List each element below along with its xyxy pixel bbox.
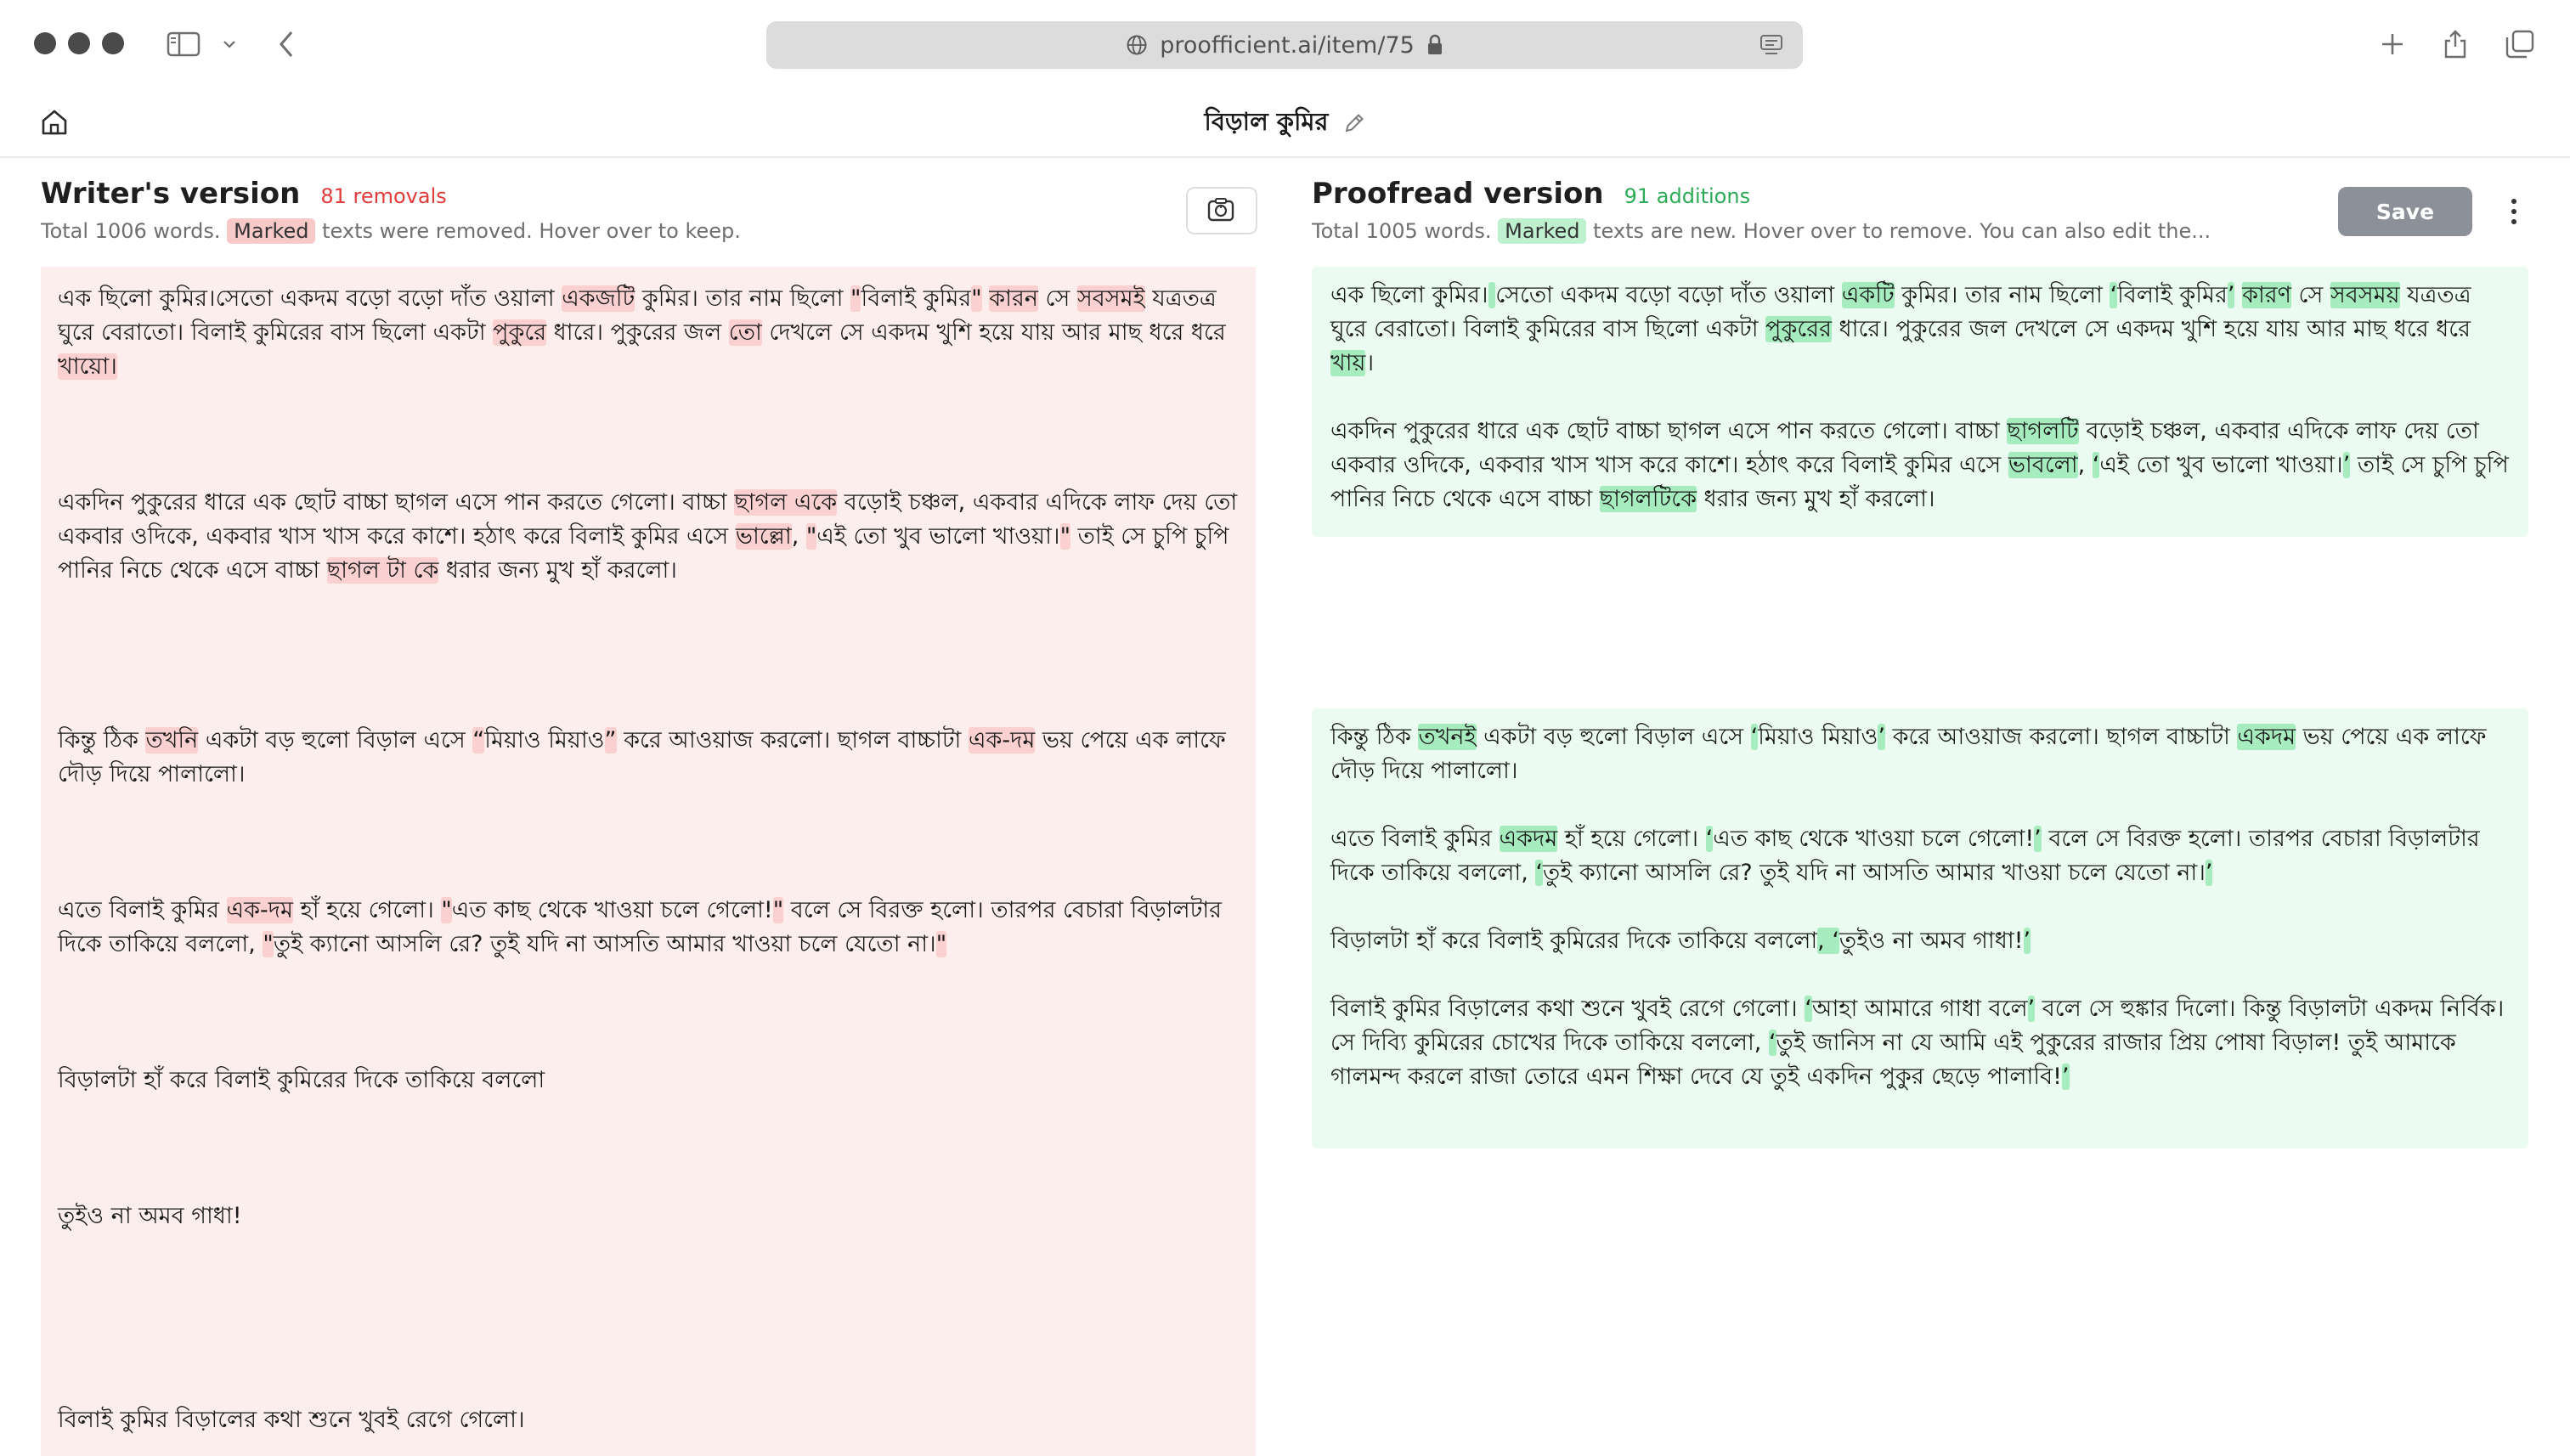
removed-text[interactable]: একজটি: [562, 285, 635, 312]
text-segment: বলে সে বিরক্ত হলো। তারপর বেচারা বিড়ালটার দিকে তাকিয়ে বললো,: [58, 897, 1223, 957]
text-segment: আহা আমারে গাধা বলে: [1811, 996, 2028, 1022]
proofread-paragraph[interactable]: [1330, 822, 2510, 890]
removed-text[interactable]: ভাল্লো: [735, 523, 792, 550]
removed-text[interactable]: পুকুরে: [493, 319, 547, 346]
added-text[interactable]: তখনই: [1418, 724, 1477, 750]
text-segment: যত্রতত্র ঘুরে বেরাতো। বিলাই কুমিরের বাস ছিলো একটা: [58, 285, 1217, 346]
text-segment: ধারে। পুকুরের জল: [546, 319, 729, 346]
removed-text[interactable]: ": [772, 897, 784, 923]
proofread-pane-header: [1312, 177, 2211, 243]
proofread-paragraph[interactable]: [1330, 992, 2510, 1094]
text-segment: ধরার জন্য মুখ হাঁ করলো।: [1696, 486, 1935, 512]
document-title-area: [0, 104, 2570, 143]
proofread-paragraph[interactable]: [1330, 279, 2510, 381]
text-segment: বিড়ালটা হাঁ করে বিলাই কুমিরের দিকে তাকিয়ে বললো: [58, 1067, 545, 1093]
text-segment: বিলাই কুমির: [2117, 282, 2228, 308]
added-text[interactable]: ’: [2061, 1064, 2070, 1090]
text-segment: করে আওয়াজ করলো। ছাগল বাচ্চাটা: [1885, 724, 2238, 750]
removed-text[interactable]: এক-দম: [968, 727, 1036, 753]
removed-text[interactable]: ”: [604, 727, 617, 753]
added-text[interactable]: ‘: [1705, 826, 1714, 852]
text-segment: সে: [2290, 282, 2330, 308]
added-text[interactable]: , ‘: [1817, 928, 1839, 954]
added-text[interactable]: সবসময়: [2330, 282, 2400, 308]
text-segment: কিন্তু ঠিক: [58, 727, 146, 753]
text-segment: বলে সে হুঙ্কার দিলো। কিন্তু বিড়ালটা একদম নির্বিক। সে দিব্যি কুমিরের চোখের দিকে তাকিয়ে বললো,: [1330, 996, 2505, 1056]
removed-text[interactable]: কারন: [989, 285, 1038, 312]
text-segment: বিলাই কুমির বিড়ালের কথা শুনে খুবই রেগে গেলো।: [1330, 996, 1805, 1022]
zoom-window-button[interactable]: [102, 32, 124, 54]
writer-paragraph[interactable]: [58, 1403, 1247, 1437]
proofread-text-block: [1312, 267, 2528, 537]
text-segment: এত কাছ থেকে খাওয়া চলে গেলো!: [1713, 826, 2035, 852]
sidebar-toggle-icon[interactable]: [165, 25, 202, 63]
writer-paragraph[interactable]: [58, 1199, 1247, 1233]
added-text[interactable]: ‘: [1805, 996, 1812, 1022]
text-segment: বিলাই কুমির বিড়ালের কথা শুনে খুবই রেগে গেলো।: [58, 1407, 525, 1433]
added-text[interactable]: ছাগলটি: [2007, 418, 2079, 444]
text-segment: কুমির। তার নাম ছিলো: [1894, 282, 2110, 308]
removed-text[interactable]: ": [1059, 523, 1070, 550]
proofread-pane-note: texts are new. Hover over to remove. You can also edit the...: [1593, 219, 2211, 243]
added-text[interactable]: ’: [2205, 860, 2213, 886]
removed-text[interactable]: ": [850, 285, 861, 312]
removed-text[interactable]: সবসমই: [1076, 285, 1145, 312]
added-text[interactable]: ভাবলো: [2008, 452, 2078, 478]
removed-text[interactable]: ": [971, 285, 982, 312]
text-segment: এতে বিলাই কুমির: [1330, 826, 1500, 852]
text-segment: এক ছিলো কুমির।সেতো একদম বড়ো বড়ো দাঁত ওয়ালা: [58, 285, 562, 312]
removed-text[interactable]: ": [441, 897, 452, 923]
text-segment: বড়োই চঞ্চল, একবার এদিকে লাফ দেয় তো একবার ওদিকে, একবার খাস খাস করে কাশে। হঠাৎ করে বিলাই কুমির এসে: [1330, 418, 2479, 478]
proofread-pane-subtitle: [1312, 219, 2211, 243]
added-text[interactable]: ’: [2027, 996, 2036, 1022]
added-text[interactable]: পুকুরের: [1765, 316, 1832, 342]
text-segment: কিন্তু ঠিক: [1330, 724, 1419, 750]
text-segment: তুই জানিস না যে আমি এই পুকুরের রাজার প্রিয় পোষা বিড়াল! তুই আমাকে গালমন্দ করলে রাজা তোরে এমন শিক্ষা দেবে যে তুই একদিন পুকুর ছেড়ে পালাবি!: [1330, 1030, 2456, 1090]
writer-word-total: Total 1006 words.: [41, 219, 221, 243]
added-text[interactable]: ‘: [1535, 860, 1543, 886]
added-text[interactable]: ‘: [1768, 1030, 1776, 1056]
added-legend-chip: Marked: [1498, 218, 1586, 244]
removed-text[interactable]: “: [472, 727, 485, 753]
text-segment: যত্রতত্র ঘুরে বেরাতো। বিলাই কুমিরের বাস ছিলো একটা: [1330, 282, 2471, 342]
text-segment: [2234, 282, 2242, 308]
removed-legend-chip: Marked: [227, 218, 315, 244]
removed-text[interactable]: এক-দম: [226, 897, 293, 923]
text-segment: এত কাছ থেকে খাওয়া চলে গেলো!: [451, 897, 773, 923]
removed-text[interactable]: ছাগল টা কে: [326, 557, 439, 584]
proofread-paragraph[interactable]: [1330, 415, 2510, 516]
text-segment: হাঁ হয়ে গেলো।: [1557, 826, 1706, 852]
back-icon[interactable]: [272, 25, 301, 63]
text-segment: হাঁ হয়ে গেলো।: [292, 897, 442, 923]
address-bar[interactable]: [766, 21, 1803, 69]
added-text[interactable]: একদম: [1499, 826, 1558, 852]
removals-count: 81 removals: [320, 184, 447, 208]
pencil-icon[interactable]: [1343, 112, 1365, 134]
additions-count: 91 additions: [1624, 184, 1751, 208]
proofread-paragraph[interactable]: [1330, 720, 2510, 788]
text-segment: তুই ক্যানো আসলি রে? তুই যদি না আসতি আমার খাওয়া চলে যেতো না।: [1542, 860, 2206, 886]
text-segment: তুইও না অমব গাধা!: [58, 1203, 242, 1229]
new-tab-icon[interactable]: [2377, 25, 2408, 63]
text-segment: ,: [2077, 452, 2093, 478]
minimize-window-button[interactable]: [68, 32, 90, 54]
window-controls: [34, 32, 124, 54]
text-segment: ভয় পেয়ে এক লাফে দৌড় দিয়ে পালালো।: [1330, 724, 2487, 784]
text-segment: মিয়াও মিয়াও: [1758, 724, 1878, 750]
writer-paragraph[interactable]: [58, 282, 1247, 384]
removed-text[interactable]: ": [935, 931, 947, 957]
removed-text[interactable]: ছাগল একে: [734, 489, 838, 516]
writer-paragraph[interactable]: [58, 724, 1247, 792]
text-segment: ।: [1365, 350, 1375, 376]
text-segment: একটা বড় হুলো বিড়াল এসে: [198, 727, 473, 753]
removed-text[interactable]: তখনি: [145, 727, 199, 753]
app-header: [0, 90, 2570, 158]
writer-pane-subtitle: [41, 219, 741, 243]
text-segment: এই তো খুব ভালো খাওয়া।: [816, 523, 1060, 550]
more-options-icon[interactable]: [2501, 189, 2527, 234]
removed-text[interactable]: ": [805, 523, 817, 550]
added-text[interactable]: একটি: [1841, 282, 1895, 308]
copy-icon: [1206, 197, 1237, 224]
added-text[interactable]: ’: [2023, 928, 2031, 954]
browser-toolbar: [0, 0, 2570, 90]
text-segment: তুই ক্যানো আসলি রে? তুই যদি না আসতি আমার খাওয়া চলে যেতো না।: [273, 931, 936, 957]
share-icon[interactable]: [2440, 25, 2471, 63]
text-segment: বড়োই চঞ্চল, একবার এদিকে লাফ দেয় তো একবার ওদিকে, একবার খাস খাস করে কাশে। হঠাৎ করে বিলাই কুমির এসে: [58, 489, 1238, 550]
added-text[interactable]: একদম: [2237, 724, 2296, 750]
text-segment: ধারে। পুকুরের জল দেখলে সে একদম খুশি হয়ে যায় আর মাছ ধরে ধরে: [1831, 316, 2471, 342]
added-text[interactable]: ‘: [2092, 452, 2100, 478]
writer-paragraph[interactable]: [58, 894, 1247, 962]
text-segment: সেতো একদম বড়ো বড়ো দাঁত ওয়ালা: [1495, 282, 1842, 308]
added-text[interactable]: কারণ: [2242, 282, 2291, 308]
proofread-text-block: [1312, 708, 2528, 1148]
close-window-button[interactable]: [34, 32, 56, 54]
lock-icon: [1426, 34, 1443, 56]
text-segment: তুইও না অমব গাধা!: [1839, 928, 2024, 954]
text-segment: বলে সে বিরক্ত হলো। তারপর বেচারা বিড়ালটার দিকে তাকিয়ে বললো,: [1330, 826, 2480, 886]
chevron-down-icon[interactable]: [219, 25, 240, 63]
writer-pane-title: Writer's version: [41, 177, 301, 211]
text-segment: ,: [791, 523, 806, 550]
document-title[interactable]: বিড়াল কুমির: [1204, 106, 1329, 136]
added-text[interactable]: ‘: [1750, 724, 1759, 750]
text-segment: [982, 285, 990, 312]
text-segment: সে: [1037, 285, 1077, 312]
text-segment: ধরার জন্য মুখ হাঁ করলো।: [438, 557, 677, 584]
writer-text-panel: [41, 267, 1256, 1456]
added-text[interactable]: ’: [2342, 452, 2351, 478]
text-segment: একটা বড় হুলো বিড়াল এসে: [1476, 724, 1751, 750]
text-segment: ভয় পেয়ে এক লাফে দৌড় দিয়ে পালালো।: [58, 727, 1226, 787]
writer-pane-note: texts were removed. Hover over to keep.: [322, 219, 741, 243]
text-segment: করে আওয়াজ করলো। ছাগল বাচ্চাটা: [616, 727, 969, 753]
proofread-word-total: Total 1005 words.: [1312, 219, 1492, 243]
added-text[interactable]: [1488, 282, 1496, 308]
text-segment: বিলাই কুমির: [861, 285, 972, 312]
tabs-overview-icon[interactable]: [2503, 25, 2537, 63]
proofread-pane-title: Proofread version: [1312, 177, 1604, 211]
added-text[interactable]: খায়: [1330, 350, 1366, 376]
removed-text[interactable]: খায়ো।: [58, 353, 117, 380]
writer-paragraph[interactable]: [58, 1064, 1247, 1098]
added-text[interactable]: ’: [2034, 826, 2042, 852]
text-segment: তাই সে চুপি চুপি পানির নিচে থেকে এসে বাচ্চা: [1330, 452, 2509, 512]
text-segment: কুমির। তার নাম ছিলো: [635, 285, 851, 312]
text-segment: এক ছিলো কুমির।: [1330, 282, 1488, 308]
text-segment: দেখলে সে একদম খুশি হয়ে যায় আর মাছ ধরে ধরে: [761, 319, 1226, 346]
copy-button[interactable]: [1186, 187, 1257, 234]
globe-icon: [1126, 34, 1148, 56]
text-segment: বিড়ালটা হাঁ করে বিলাই কুমিরের দিকে তাকিয়ে বললো: [1330, 928, 1818, 954]
text-segment: মিয়াও মিয়াও: [484, 727, 605, 753]
text-segment: এই তো খুব ভালো খাওয়া।: [2099, 452, 2343, 478]
save-button[interactable]: Save: [2338, 187, 2472, 236]
added-text[interactable]: ‘: [2110, 282, 2118, 308]
added-text[interactable]: ছাগলটিকে: [1599, 486, 1697, 512]
added-text[interactable]: ’: [1878, 724, 1886, 750]
url-text: proofficient.ai/item/75: [1160, 31, 1415, 59]
reader-icon[interactable]: [1759, 33, 1784, 57]
text-segment: এতে বিলাই কুমির: [58, 897, 227, 923]
proofread-paragraph[interactable]: [1330, 924, 2510, 958]
text-segment: একদিন পুকুরের ধারে এক ছোট বাচ্চা ছাগল এসে পান করতে গেলো। বাচ্চা: [1330, 418, 2008, 444]
writer-pane-header: [41, 177, 741, 243]
text-segment: একদিন পুকুরের ধারে এক ছোট বাচ্চা ছাগল এসে পান করতে গেলো। বাচ্চা: [58, 489, 735, 516]
added-text[interactable]: ’: [2227, 282, 2235, 308]
text-segment: তাই সে চুপি চুপি পানির নিচে থেকে এসে বাচ্চা: [58, 523, 1229, 584]
removed-text[interactable]: তো: [728, 319, 762, 346]
removed-text[interactable]: ": [263, 931, 274, 957]
writer-paragraph[interactable]: [58, 486, 1247, 588]
